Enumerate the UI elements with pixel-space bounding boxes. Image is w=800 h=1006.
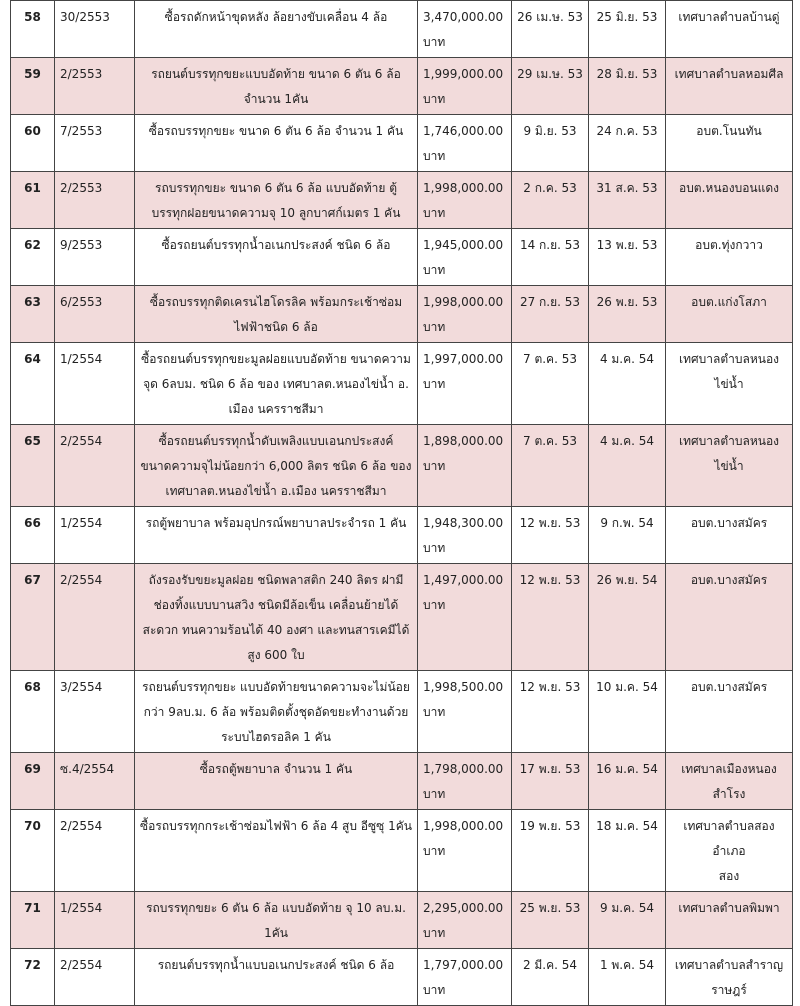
organization-cell (666, 286, 793, 343)
description-line: ซื้อรถตู้พยาบาล จำนวน 1 คัน (199, 762, 353, 776)
end-date: 26 พ.ย. 54 (596, 573, 658, 587)
end-date-cell (589, 425, 666, 507)
start-date: 27 ก.ย. 53 (519, 295, 581, 309)
row-number-cell (11, 425, 55, 507)
start-date-cell (512, 810, 589, 892)
amount-unit: บาท (423, 149, 446, 163)
table-row (11, 892, 793, 949)
end-date: 25 มิ.ย. 53 (596, 10, 658, 24)
row-number-cell (11, 892, 55, 949)
table-row (11, 564, 793, 671)
description-line: ซื้อรถดักหน้าขุดหลัง ล้อยางขับเคลื่อน 4 ล้อ (164, 10, 388, 24)
description-cell (135, 425, 418, 507)
amount-unit: บาท (423, 377, 446, 391)
amount-value: 1,998,500.00 (423, 680, 504, 694)
start-date: 17 พ.ย. 53 (519, 762, 581, 776)
table-row (11, 229, 793, 286)
contract-ref-cell (55, 286, 135, 343)
contract-ref-cell (55, 671, 135, 753)
amount-value: 1,497,000.00 (423, 573, 504, 587)
row-number: 70 (24, 819, 41, 833)
row-number: 64 (24, 352, 41, 366)
end-date: 9 ก.พ. 54 (600, 516, 654, 530)
amount-unit: บาท (423, 787, 446, 801)
contract-ref: 1/2554 (60, 352, 103, 366)
contract-ref: 6/2553 (60, 295, 103, 309)
row-number: 65 (24, 434, 41, 448)
organization-cell (666, 753, 793, 810)
start-date-cell (512, 172, 589, 229)
contract-ref: 2/2554 (60, 958, 103, 972)
organization-line: อบต.ทุ่งกวาว (695, 238, 763, 252)
contract-ref: 1/2554 (60, 901, 103, 915)
contract-ref: 30/2553 (60, 10, 110, 24)
organization-line: อบต.บางสมัคร (690, 516, 768, 530)
description-cell (135, 343, 418, 425)
amount-value: 1,948,300.00 (423, 516, 504, 530)
amount-unit: บาท (423, 541, 446, 555)
end-date: 31 ส.ค. 53 (596, 181, 658, 195)
amount-cell (418, 507, 512, 564)
description-line: ซื้อรถบรรทุกกระเช้าซ่อมไฟฟ้า 6 ล้อ 4 สูบ อีซูซุ 1คัน (140, 819, 412, 833)
contract-ref: 2/2554 (60, 573, 103, 587)
amount-cell (418, 1, 512, 58)
description-cell (135, 753, 418, 810)
start-date: 29 เม.ษ. 53 (517, 67, 583, 81)
table-row (11, 343, 793, 425)
start-date-cell (512, 949, 589, 1006)
amount-cell (418, 753, 512, 810)
amount-unit: บาท (423, 705, 446, 719)
organization-cell (666, 1, 793, 58)
end-date: 16 ม.ค. 54 (596, 762, 658, 776)
description-line: จำนวน 1คัน (243, 92, 309, 106)
start-date: 12 พ.ย. 53 (519, 573, 581, 587)
description-cell (135, 58, 418, 115)
row-number: 66 (24, 516, 41, 530)
start-date: 12 พ.ย. 53 (519, 516, 581, 530)
organization-line: อบต.บางสมัคร (690, 680, 768, 694)
organization-line: เทศบาลตำบลหอมศีล (674, 67, 784, 81)
description-line: รถยนต์บรรทุกขยะแบบอัดท้าย ขนาด 6 ตัน 6 ล้อ (151, 67, 401, 81)
end-date: 9 ม.ค. 54 (599, 901, 655, 915)
amount-cell (418, 172, 512, 229)
start-date: 19 พ.ย. 53 (519, 819, 581, 833)
end-date: 10 ม.ค. 54 (596, 680, 658, 694)
row-number: 67 (24, 573, 41, 587)
organization-line: อบต.แก่งโสภา (691, 295, 767, 309)
amount-unit: บาท (423, 598, 446, 612)
description-line: รถตู้พยาบาล พร้อมอุปกรณ์พยาบาลประจำรถ 1 คัน (145, 516, 407, 530)
description-cell (135, 949, 418, 1006)
amount-unit: บาท (423, 320, 446, 334)
contract-ref-cell (55, 753, 135, 810)
end-date: 4 ม.ค. 54 (599, 434, 655, 448)
description-line: สะดวก ทนความร้อนได้ 40 องศา และทนสารเคมีได้ (142, 623, 410, 637)
start-date-cell (512, 58, 589, 115)
organization-cell (666, 671, 793, 753)
description-line: ซื้อรถยนต์บรรทุกน้ำอเนกประสงค์ ชนิด 6 ล้อ (161, 238, 391, 252)
end-date-cell (589, 115, 666, 172)
row-number-cell (11, 949, 55, 1006)
description-cell (135, 115, 418, 172)
contract-ref-cell (55, 58, 135, 115)
contract-ref-cell (55, 425, 135, 507)
table-row (11, 172, 793, 229)
end-date: 13 พ.ย. 53 (596, 238, 658, 252)
row-number-cell (11, 564, 55, 671)
start-date: 25 พ.ย. 53 (519, 901, 581, 915)
description-line: บรรทุกฝอยขนาดความจุ 10 ลูกบาศก์เมตร 1 คัน (151, 206, 401, 220)
start-date-cell (512, 1, 589, 58)
amount-unit: บาท (423, 459, 446, 473)
start-date-cell (512, 425, 589, 507)
description-line: ถังรองรับขยะมูลฝอย ชนิดพลาสติก 240 ลิตร ฝามี (148, 573, 404, 587)
row-number: 60 (24, 124, 41, 138)
description-line: ไฟฟ้าชนิด 6 ล้อ (234, 320, 318, 334)
description-line: รถยนต์บรรทุกขยะ แบบอัดท้ายขนาดความจะไม่น้อย (142, 680, 410, 694)
description-line: รถยนต์บรรทุกน้ำแบบอเนกประสงค์ ชนิด 6 ล้อ (157, 958, 395, 972)
row-number-cell (11, 507, 55, 564)
description-cell (135, 229, 418, 286)
description-cell (135, 1, 418, 58)
row-number-cell (11, 115, 55, 172)
contract-ref: 3/2554 (60, 680, 103, 694)
row-number: 58 (24, 10, 41, 24)
table-row (11, 425, 793, 507)
amount-cell (418, 115, 512, 172)
contract-ref-cell (55, 115, 135, 172)
amount-value: 1,999,000.00 (423, 67, 504, 81)
table-row (11, 949, 793, 1006)
table-row (11, 58, 793, 115)
table-body (11, 1, 793, 1006)
organization-cell (666, 892, 793, 949)
organization-line: ราษฎร์ (711, 983, 747, 997)
amount-value: 1,997,000.00 (423, 352, 504, 366)
organization-cell (666, 949, 793, 1006)
end-date: 18 ม.ค. 54 (596, 819, 658, 833)
amount-value: 1,797,000.00 (423, 958, 504, 972)
table-row (11, 753, 793, 810)
description-line: ซื้อรถบรรทุกติดเครนไฮโดรลิค พร้อมกระเช้าซ่อม (149, 295, 403, 309)
amount-cell (418, 286, 512, 343)
table-row (11, 507, 793, 564)
start-date-cell (512, 229, 589, 286)
start-date-cell (512, 286, 589, 343)
organization-line: เทศบาลตำบลสอง อำเภอ (683, 819, 775, 858)
organization-cell (666, 425, 793, 507)
row-number: 69 (24, 762, 41, 776)
table-row (11, 810, 793, 892)
amount-value: 1,998,000.00 (423, 181, 504, 195)
end-date-cell (589, 343, 666, 425)
organization-cell (666, 810, 793, 892)
end-date-cell (589, 229, 666, 286)
description-line: รถบรรทุกขยะ 6 ตัน 6 ล้อ แบบอัดท้าย จุ 10 ลบ.ม. (146, 901, 406, 915)
description-line: ขนาดความจุไม่น้อยกว่า 6,000 ลิตร ชนิด 6 ล้อ ของ (140, 459, 412, 473)
start-date-cell (512, 115, 589, 172)
end-date: 24 ก.ค. 53 (596, 124, 658, 138)
end-date: 4 ม.ค. 54 (599, 352, 655, 366)
row-number: 63 (24, 295, 41, 309)
table-row (11, 286, 793, 343)
description-line: เมือง นครราชสีมา (228, 402, 324, 416)
row-number-cell (11, 810, 55, 892)
contract-ref-cell (55, 229, 135, 286)
row-number-cell (11, 286, 55, 343)
row-number-cell (11, 58, 55, 115)
contract-ref: 7/2553 (60, 124, 103, 138)
description-cell (135, 172, 418, 229)
organization-cell (666, 115, 793, 172)
organization-line: เทศบาลตำบลบ้านดู่ (678, 10, 780, 24)
amount-value: 1,945,000.00 (423, 238, 504, 252)
end-date-cell (589, 564, 666, 671)
row-number: 59 (24, 67, 41, 81)
amount-value: 1,898,000.00 (423, 434, 504, 448)
organization-line: เทศบาลตำบลพิมพา (678, 901, 780, 915)
contract-ref-cell (55, 507, 135, 564)
amount-cell (418, 58, 512, 115)
amount-cell (418, 343, 512, 425)
procurement-table (10, 0, 793, 1006)
description-line: 1คัน (264, 926, 288, 940)
end-date-cell (589, 58, 666, 115)
start-date: 7 ต.ค. 53 (523, 434, 577, 448)
amount-unit: บาท (423, 92, 446, 106)
row-number: 62 (24, 238, 41, 252)
organization-line: สอง (718, 869, 740, 883)
amount-unit: บาท (423, 35, 446, 49)
description-cell (135, 286, 418, 343)
contract-ref: 2/2553 (60, 181, 103, 195)
start-date-cell (512, 892, 589, 949)
description-line: ซื้อรถบรรทุกขยะ ขนาด 6 ตัน 6 ล้อ จำนวน 1 คัน (148, 124, 404, 138)
amount-value: 3,470,000.00 (423, 10, 504, 24)
end-date-cell (589, 286, 666, 343)
amount-cell (418, 229, 512, 286)
contract-ref: ซ.4/2554 (60, 762, 115, 776)
description-line: ระบบไฮดรอลิค 1 คัน (221, 730, 331, 744)
row-number: 68 (24, 680, 41, 694)
start-date: 2 ก.ค. 53 (523, 181, 577, 195)
start-date: 2 มี.ค. 54 (522, 958, 578, 972)
table-row (11, 1, 793, 58)
start-date-cell (512, 753, 589, 810)
row-number-cell (11, 172, 55, 229)
description-line: เทศบาลต.หนองไข่น้ำ อ.เมือง นครราชสีมา (165, 484, 387, 498)
end-date-cell (589, 671, 666, 753)
contract-ref: 1/2554 (60, 516, 103, 530)
start-date: 12 พ.ย. 53 (519, 680, 581, 694)
start-date-cell (512, 564, 589, 671)
amount-unit: บาท (423, 263, 446, 277)
row-number-cell (11, 343, 55, 425)
row-number: 72 (24, 958, 41, 972)
end-date-cell (589, 172, 666, 229)
end-date-cell (589, 810, 666, 892)
amount-cell (418, 810, 512, 892)
table-row (11, 115, 793, 172)
amount-cell (418, 949, 512, 1006)
contract-ref: 2/2553 (60, 67, 103, 81)
contract-ref-cell (55, 892, 135, 949)
description-line: จุด 6ลบม. ชนิด 6 ล้อ ของ เทศบาลต.หนองไข่น้ำ อ. (143, 377, 409, 391)
amount-value: 1,998,000.00 (423, 295, 504, 309)
organization-line: อบต.หนองบอนแดง (678, 181, 780, 195)
description-cell (135, 671, 418, 753)
start-date: 26 เม.ษ. 53 (517, 10, 583, 24)
description-line: สูง 600 ใบ (247, 648, 305, 662)
description-line: ช่องทิ้งแบบบานสวิง ชนิดมีล้อเข็น เคลื่อนย้ายได้ (153, 598, 399, 612)
description-line: รถบรรทุกขยะ ขนาด 6 ตัน 6 ล้อ แบบอัดท้าย ตู้ (155, 181, 397, 195)
amount-unit: บาท (423, 844, 446, 858)
row-number: 61 (24, 181, 41, 195)
organization-line: เทศบาลเมืองหนองสำโรง (681, 762, 777, 801)
organization-line: อบต.บางสมัคร (690, 573, 768, 587)
amount-value: 1,746,000.00 (423, 124, 504, 138)
amount-unit: บาท (423, 926, 446, 940)
organization-cell (666, 229, 793, 286)
start-date: 7 ต.ค. 53 (523, 352, 577, 366)
organization-line: เทศบาลตำบลสำราญ (674, 958, 784, 972)
end-date-cell (589, 753, 666, 810)
end-date-cell (589, 507, 666, 564)
end-date: 28 มิ.ย. 53 (596, 67, 658, 81)
contract-ref: 2/2554 (60, 434, 103, 448)
start-date-cell (512, 507, 589, 564)
end-date: 1 พ.ค. 54 (599, 958, 655, 972)
organization-cell (666, 564, 793, 671)
organization-cell (666, 58, 793, 115)
row-number-cell (11, 229, 55, 286)
contract-ref-cell (55, 343, 135, 425)
organization-cell (666, 343, 793, 425)
start-date: 9 มิ.ย. 53 (523, 124, 577, 138)
contract-ref-cell (55, 564, 135, 671)
amount-cell (418, 892, 512, 949)
organization-cell (666, 507, 793, 564)
start-date: 14 ก.ย. 53 (519, 238, 581, 252)
organization-line: อบต.โนนทัน (696, 124, 762, 138)
organization-line: เทศบาลตำบลหนองไข่น้ำ (678, 434, 780, 473)
amount-cell (418, 425, 512, 507)
amount-cell (418, 564, 512, 671)
start-date-cell (512, 671, 589, 753)
amount-value: 1,798,000.00 (423, 762, 504, 776)
amount-value: 1,998,000.00 (423, 819, 504, 833)
row-number: 71 (24, 901, 41, 915)
table-row (11, 671, 793, 753)
amount-cell (418, 671, 512, 753)
description-cell (135, 810, 418, 892)
description-cell (135, 564, 418, 671)
description-cell (135, 892, 418, 949)
row-number-cell (11, 1, 55, 58)
contract-ref: 2/2554 (60, 819, 103, 833)
end-date-cell (589, 1, 666, 58)
organization-line: เทศบาลตำบลหนองไข่น้ำ (678, 352, 780, 391)
end-date-cell (589, 949, 666, 1006)
end-date-cell (589, 892, 666, 949)
contract-ref-cell (55, 949, 135, 1006)
amount-unit: บาท (423, 983, 446, 997)
contract-ref-cell (55, 810, 135, 892)
start-date-cell (512, 343, 589, 425)
description-line: ซื้อรถยนต์บรรทุกน้ำดับเพลิงแบบเอนกประสงค์ (158, 434, 394, 448)
description-line: ซื้อรถยนต์บรรทุกขยะมูลฝอยแบบอัดท้าย ขนาดความ (141, 352, 411, 366)
row-number-cell (11, 671, 55, 753)
description-cell (135, 507, 418, 564)
contract-ref-cell (55, 172, 135, 229)
description-line: กว่า 9ลบ.ม. 6 ล้อ พร้อมติดตั้งชุดอัดขยะทำงานด้วย (143, 705, 409, 719)
amount-value: 2,295,000.00 (423, 901, 504, 915)
amount-unit: บาท (423, 206, 446, 220)
organization-cell (666, 172, 793, 229)
contract-ref-cell (55, 1, 135, 58)
end-date: 26 พ.ย. 53 (596, 295, 658, 309)
contract-ref: 9/2553 (60, 238, 103, 252)
row-number-cell (11, 753, 55, 810)
